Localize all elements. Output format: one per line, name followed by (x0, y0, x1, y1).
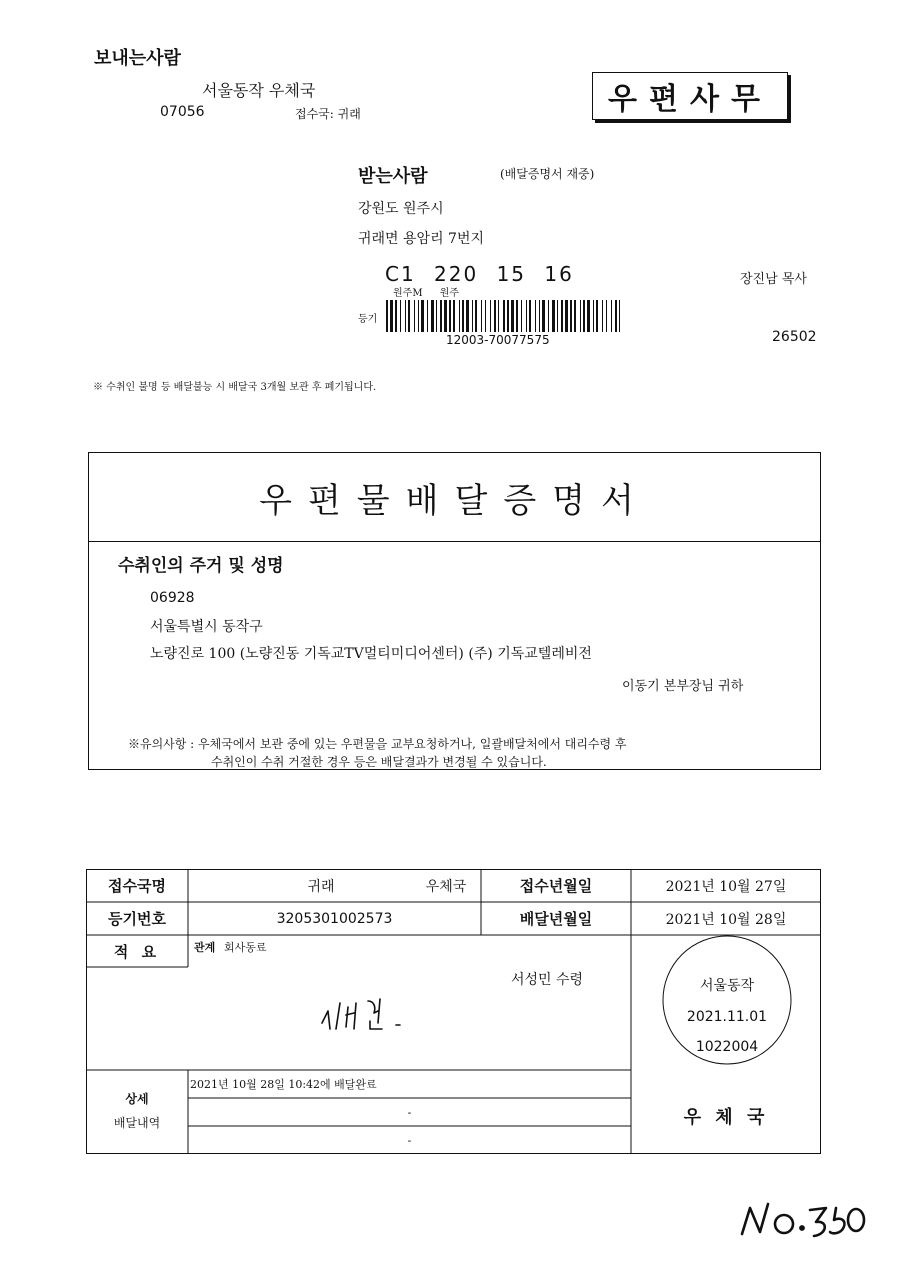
receiver-person: 장진남 목사 (740, 272, 807, 287)
handwritten-number-mark (738, 1196, 870, 1242)
detail-row-2: - (407, 1105, 412, 1119)
receiver-text: 서성민 수령 (511, 972, 584, 988)
registration-number: 3205301002573 (276, 910, 393, 927)
detail-row-3: - (407, 1133, 412, 1147)
barcode (386, 300, 624, 332)
accept-date-label: 접수년월일 (519, 877, 593, 895)
certificate-box (88, 452, 821, 770)
registered-label: 등기 (358, 314, 378, 325)
seal-date: 2021.11.01 (686, 1009, 768, 1025)
sender-office: 서울동작 우체국 (202, 81, 316, 100)
receiver-note: (배달증명서 재중) (500, 167, 595, 181)
relation-label: 관계 (194, 941, 216, 954)
sender-postcode: 07056 (160, 104, 205, 120)
office-stamp: 우편사무 (592, 72, 788, 120)
sort-code: C1 220 15 16 (385, 262, 574, 286)
sort-sub-label: 원주M 원주 (393, 288, 460, 299)
addressee-postcode: 06928 (150, 590, 195, 606)
seal-code: 1022004 (695, 1039, 759, 1055)
barcode-number: 12003-70077575 (446, 333, 550, 347)
registration-number-label: 등기번호 (108, 910, 166, 928)
addressee-address-line2: 노량진로 100 (노량진동 기독교TV멀티미디어센터) (주) 기독교텔레비전 (150, 646, 592, 662)
caution-notice-line2: 수취인이 수취 거절한 경우 등은 배달결과가 변경될 수 있습니다. (211, 755, 547, 769)
accept-office-name: 귀래 (307, 878, 335, 895)
remarks-label: 적 요 (113, 942, 161, 961)
certificate-title: 우편물배달증명서 (89, 453, 820, 542)
receiver-heading: 받는사람 (358, 166, 428, 187)
detail-row-1: 2021년 10월 28일 10:42에 배달완료 (190, 1078, 377, 1091)
receiver-signature (318, 993, 438, 1037)
addressee-address-line1: 서울특별시 동작구 (150, 619, 263, 635)
disposal-notice: ※ 수취인 불명 등 배달불능 시 배달국 3개월 보관 후 폐기됩니다. (93, 382, 377, 393)
accept-office-label: 접수국명 (108, 877, 166, 895)
seal-caption: 우 체 국 (683, 1107, 769, 1128)
receiver-address-line1: 강원도 원주시 (358, 201, 444, 217)
detail-label-line2: 배달내역 (113, 1115, 161, 1130)
accept-date: 2021년 10월 27일 (665, 878, 787, 895)
delivery-date-label: 배달년월일 (519, 910, 593, 928)
delivery-date: 2021년 10월 28일 (665, 911, 787, 928)
caution-notice-line1: ※유의사항 : 우체국에서 보관 중에 있는 우편물을 교부요청하거나, 일괄배달처에서 대리수령 후 (128, 737, 627, 751)
addressee-name: 이동기 본부장님 귀하 (622, 679, 744, 694)
accept-office-suffix: 우체국 (425, 878, 467, 895)
receiver-address-line2: 귀래면 용암리 7번지 (358, 231, 484, 247)
sender-accept-office: 접수국: 귀래 (295, 107, 361, 121)
post-number: 26502 (772, 329, 817, 345)
delivery-info-table (86, 869, 821, 1154)
relation-value: 회사동료 (224, 941, 267, 954)
seal-office: 서울동작 (699, 978, 755, 994)
detail-label-line1: 상세 (125, 1091, 149, 1106)
sender-heading: 보내는사람 (94, 48, 181, 69)
addressee-heading: 수취인의 주거 및 성명 (118, 556, 284, 576)
